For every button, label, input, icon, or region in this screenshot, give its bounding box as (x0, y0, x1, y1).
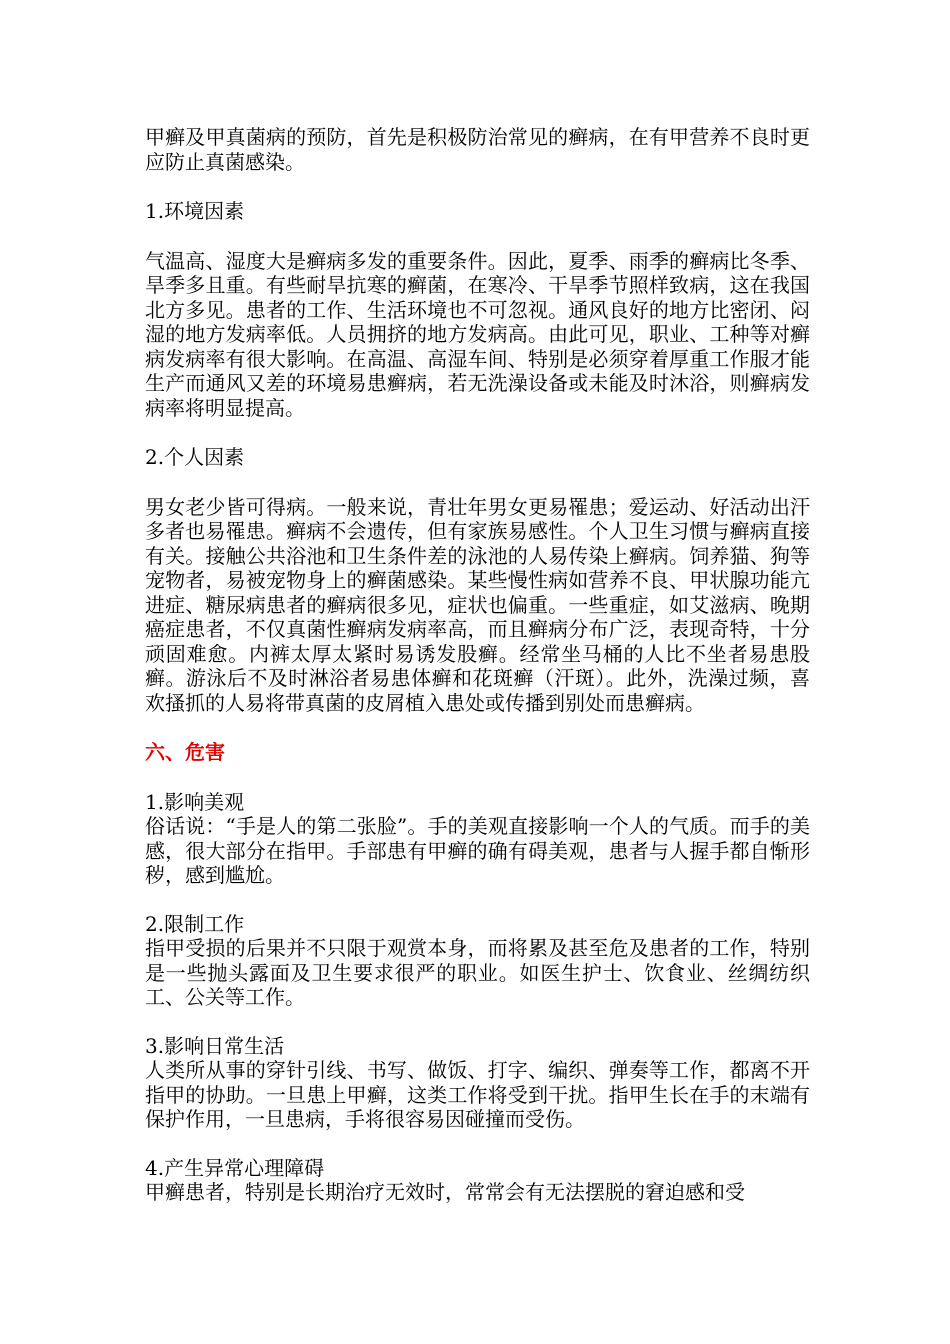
factor-body-personal: 男女老少皆可得病。一般来说，青壮年男女更易罹患；爱运动、好活动出汗多者也易罹患。癣病不会遗传，但有家族易感性。个人卫生习惯与癣病直接有关。接触公共浴池和卫生条件差的泳池的人易传染上癣病。饲养猫、狗等宠物者，易被宠物身上的癣菌感染。某些慢性病如营养不良、甲状腺功能亢进症、糖尿病患者的癣病很多见，症状也偏重。一些重症，如艾滋病、晚期癌症患者，不仅真菌性癣病发病率高，而且癣病分布广泛，表现奇特，十分顽固难愈。内裤太厚太紧时易诱发股癣。经常坐马桶的人比不坐者易患股癣。游泳后不及时淋浴者易患体癣和花斑癣（汗斑）。此外，洗澡过频，喜欢搔抓的人易将带真菌的皮屑植入患处或传播到别处而患癣病。 (145, 494, 810, 715)
harm-title-appearance: 1.影响美观 (145, 789, 245, 814)
intro-paragraph: 甲癣及甲真菌病的预防，首先是积极防治常见的癣病，在有甲营养不良时更应防止真菌感染。 (145, 125, 810, 174)
harm-title-work: 2.限制工作 (145, 911, 245, 936)
harm-body-psychology: 甲癣患者，特别是长期治疗无效时，常常会有无法摆脱的窘迫感和受 (145, 1180, 745, 1204)
factor-title-environment: 1.环境因素 (145, 199, 245, 223)
harm-body-work: 指甲受损的后果并不只限于观赏本身，而将累及甚至危及患者的工作，特别是一些抛头露面及卫生要求很严的职业。如医生护士、饮食业、丝绸纺织工、公关等工作。 (145, 936, 810, 1009)
harm-body-daily-life: 人类所从事的穿针引线、书写、做饭、打字、编织、弹奏等工作，都离不开指甲的协助。一旦患上甲癣，这类工作将受到干扰。指甲生长在手的末端有保护作用，一旦患病，手将很容易因碰撞而受伤。 (145, 1058, 810, 1131)
harm-title-psychology: 4.产生异常心理障碍 (145, 1155, 325, 1180)
harm-title-daily-life: 3.影响日常生活 (145, 1033, 285, 1058)
harm-body-appearance: 俗话说：“手是人的第二张脸”。手的美观直接影响一个人的气质。而手的美感，很大部分在指甲。手部患有甲癣的确有碍美观，患者与人握手都自惭形秽，感到尴尬。 (145, 814, 810, 887)
section-heading-harms: 六、危害 (145, 740, 225, 764)
document-page (145, 125, 810, 1205)
factor-title-personal: 2.个人因素 (145, 445, 245, 469)
factor-body-environment: 气温高、湿度大是癣病多发的重要条件。因此，夏季、雨季的癣病比冬季、旱季多且重。有些耐旱抗寒的癣菌，在寒冷、干旱季节照样致病，这在我国北方多见。患者的工作、生活环境也不可忽视。通风良好的地方比密闭、闷湿的地方发病率低。人员拥挤的地方发病高。由此可见，职业、工种等对癣病发病率有很大影响。在高温、高湿车间、特别是必须穿着厚重工作服才能生产而通风又差的环境易患癣病，若无洗澡设备或未能及时沐浴，则癣病发病率将明显提高。 (145, 248, 810, 420)
